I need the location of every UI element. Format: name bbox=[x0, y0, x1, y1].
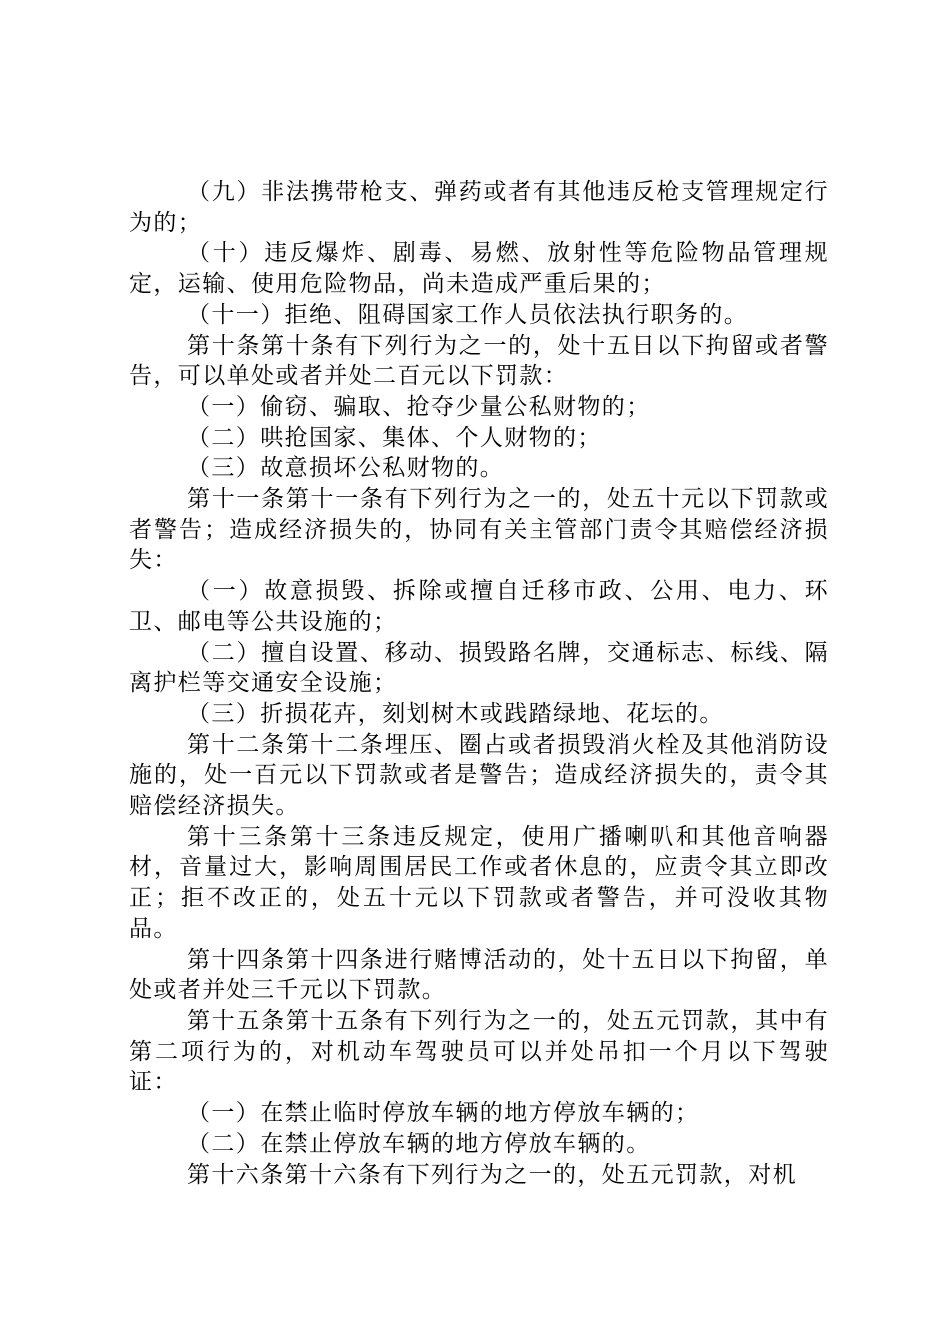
article-16: 第十六条第十六条有下列行为之一的，处五元罚款，对机 bbox=[187, 1161, 797, 1188]
article-15-item-1: （一）在禁止临时停放车辆的地方停放车辆的； bbox=[187, 1100, 700, 1127]
article-11-item-3: （三）折损花卉，刻划树木或践踏绿地、花坛的。 bbox=[187, 700, 724, 727]
article-10-item-3: （三）故意损坏公私财物的。 bbox=[187, 455, 505, 482]
article-10-item-1: （一）偷窃、骗取、抢夺少量公私财物的； bbox=[187, 393, 651, 420]
article-11: 第十一条第十一条有下列行为之一的，处五十元以下罚款或者警告；造成经济损失的，协同有关主管部门责令其赔偿经济损失： bbox=[129, 486, 829, 574]
article-14: 第十四条第十四条进行赌博活动的，处十五日以下拘留，单处或者并处三千元以下罚款。 bbox=[129, 946, 829, 1004]
paragraph-item-9: （九）非法携带枪支、弹药或者有其他违反枪支管理规定行为的； bbox=[129, 179, 829, 236]
article-15-item-2: （二）在禁止停放车辆的地方停放车辆的。 bbox=[187, 1130, 651, 1157]
article-11-item-2: （二）擅自设置、移动、损毁路名牌，交通标志、标线、隔离护栏等交通安全设施； bbox=[129, 639, 829, 697]
paragraph-item-10: （十）违反爆炸、剧毒、易燃、放射性等危险物品管理规定，运输、使用危险物品，尚未造成严重后果的； bbox=[129, 240, 829, 298]
article-10-item-2: （二）哄抢国家、集体、个人财物的； bbox=[187, 424, 602, 451]
article-10: 第十条第十条有下列行为之一的，处十五日以下拘留或者警告，可以单处或者并处二百元以下罚款： bbox=[129, 332, 829, 390]
article-11-item-1: （一）故意损毁、拆除或擅自迁移市政、公用、电力、环卫、邮电等公共设施的； bbox=[129, 578, 829, 635]
paragraph-item-11: （十一）拒绝、阻碍国家工作人员依法执行职务的。 bbox=[187, 301, 749, 328]
article-13: 第十三条第十三条违反规定，使用广播喇叭和其他音响器材，音量过大，影响周围居民工作或者休息的，应责令其立即改正；拒不改正的，处五十元以下罚款或者警告，并可没收其物品。 bbox=[129, 823, 829, 942]
document-body bbox=[129, 177, 829, 1190]
article-15: 第十五条第十五条有下列行为之一的，处五元罚款，其中有第二项行为的，对机动车驾驶员可以并处吊扣一个月以下驾驶证： bbox=[129, 1007, 829, 1096]
article-12: 第十二条第十二条埋压、圈占或者损毁消火栓及其他消防设施的，处一百元以下罚款或者是警告；造成经济损失的，责令其赔偿经济损失。 bbox=[129, 731, 829, 820]
